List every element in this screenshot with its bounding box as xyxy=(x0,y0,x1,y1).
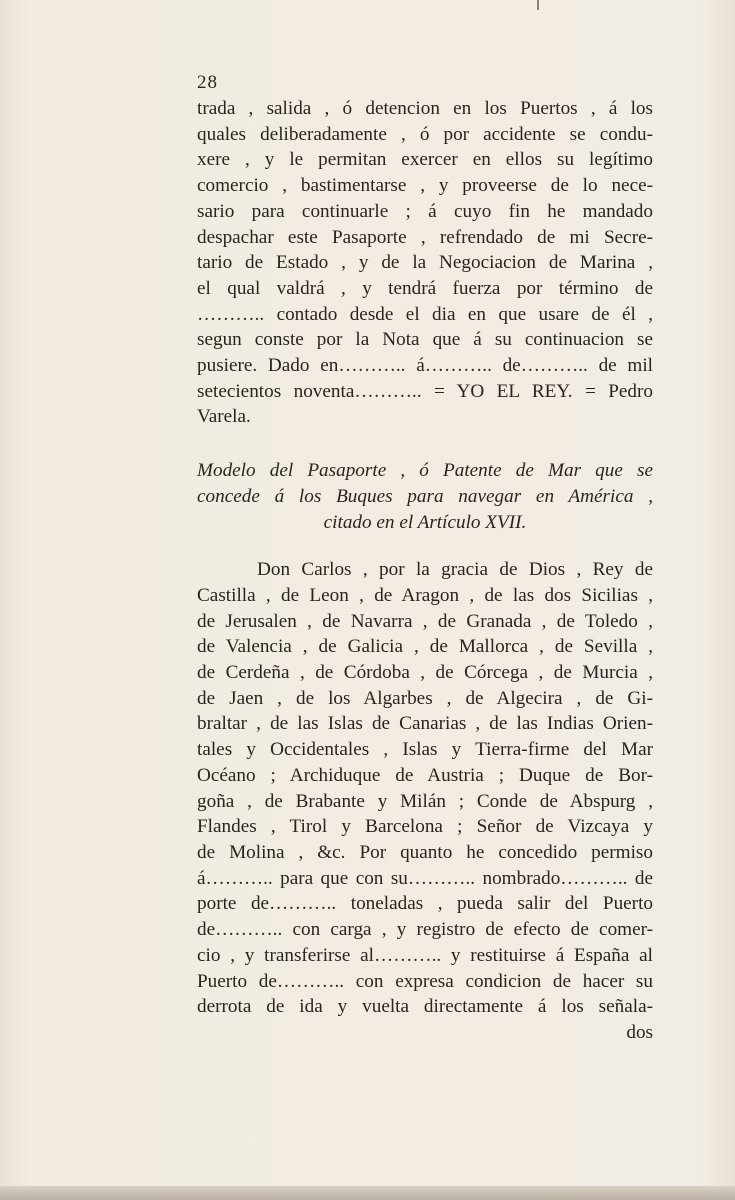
text-line: Don Carlos , por la gracia de Dios , Rey de xyxy=(257,559,653,581)
text-line: porte de……….. toneladas , pueda salir del Puerto xyxy=(197,893,653,915)
text-line: Flandes , Tirol y Barcelona ; Señor de Vizcaya y xyxy=(197,816,653,838)
text-line: el qual valdrá , y tendrá fuerza por término de xyxy=(197,277,653,299)
text-line: despachar este Pasaporte , refrendado de mi Secre- xyxy=(197,226,653,248)
heading-line: citado en el Artículo XVII. xyxy=(323,511,527,533)
catchword: dos xyxy=(626,1021,653,1043)
heading-line: concede á los Buques para navegar en América , xyxy=(197,485,653,507)
text-line: Puerto de……….. con expresa condicion de hacer su xyxy=(197,970,653,992)
text-line: de Jerusalen , de Navarra , de Granada , de Toledo , xyxy=(197,610,653,632)
text-line: Castilla , de Leon , de Aragon , de las dos Sicilias , xyxy=(197,584,653,606)
text-line: derrota de ida y vuelta directamente á los señala- xyxy=(197,996,653,1018)
text-line: cio , y transferirse al……….. y restituirse á España al xyxy=(197,944,653,966)
text-line: trada , salida , ó detencion en los Puertos , á los xyxy=(197,98,653,119)
page-bottom-edge xyxy=(0,1186,735,1200)
section-heading xyxy=(197,458,653,535)
text-line: comercio , bastimentarse , y proveerse de lo nece- xyxy=(197,175,653,197)
text-line: ……….. contado desde el dia en que usare de él , xyxy=(197,303,653,325)
text-line: quales deliberadamente , ó por accidente se condu- xyxy=(197,123,653,145)
text-line: de……….. con carga , y registro de efecto de comer- xyxy=(197,919,653,941)
page-number: 28 xyxy=(197,72,218,93)
text-line: segun conste por la Nota que á su continuacion se xyxy=(197,329,653,351)
text-line: de Molina , &c. Por quanto he concedido permiso xyxy=(197,841,653,863)
text-line: pusiere. Dado en……….. á……….. de……….. de mil xyxy=(197,355,653,377)
text-line: Varela. xyxy=(197,406,251,428)
text-line: braltar , de las Islas de Canarias , de las Indias Orien- xyxy=(197,713,653,735)
body-paragraph xyxy=(197,96,653,430)
second-paragraph xyxy=(197,557,653,1045)
text-line: Océano ; Archiduque de Austria ; Duque de Bor- xyxy=(197,764,653,786)
text-line: de Jaen , de los Algarbes , de Algecira , de Gi- xyxy=(197,687,653,709)
text-line: tario de Estado , y de la Negociacion de Marina , xyxy=(197,252,653,274)
spacer xyxy=(197,535,653,557)
text-line: de Valencia , de Galicia , de Mallorca , de Sevilla , xyxy=(197,636,653,658)
text-line: á……….. para que con su……….. nombrado……….. de xyxy=(197,867,653,889)
text-line: xere , y le permitan exercer en ellos su legítimo xyxy=(197,149,653,171)
text-block xyxy=(197,70,653,1046)
text-line: setecientos noventa……….. = YO EL REY. = Pedro xyxy=(197,380,653,402)
text-line: sario para continuarle ; á cuyo fin he mandado xyxy=(197,200,653,222)
text-line: de Cerdeña , de Córdoba , de Córcega , de Murcia , xyxy=(197,662,653,684)
text-line: tales y Occidentales , Islas y Tierra-firme del Mar xyxy=(197,739,653,761)
page-mark xyxy=(537,0,539,10)
text-line: goña , de Brabante y Milán ; Conde de Abspurg , xyxy=(197,790,653,812)
spacer xyxy=(197,430,653,458)
heading-line: Modelo del Pasaporte , ó Patente de Mar que se xyxy=(197,460,653,482)
